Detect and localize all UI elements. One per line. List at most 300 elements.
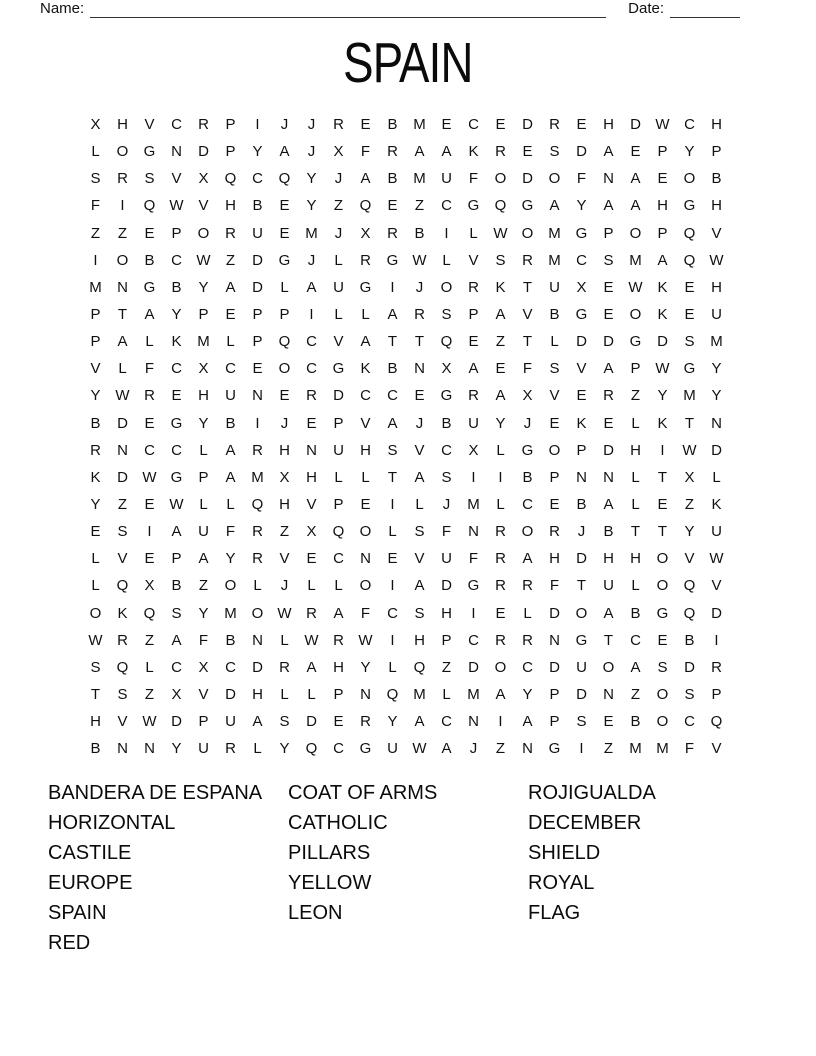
grid-letter: B (441, 414, 452, 432)
grid-letter: F (90, 197, 101, 215)
grid-letter: B (225, 414, 236, 432)
grid-letter: S (90, 658, 101, 676)
grid-letter: E (657, 170, 668, 188)
grid-letter: L (334, 468, 343, 486)
grid-letter: O (116, 143, 129, 161)
date-label: Date: (628, 0, 664, 17)
grid-letter: H (657, 197, 668, 215)
grid-letter: O (548, 441, 561, 459)
grid-letter: L (226, 333, 235, 351)
grid-letter: S (549, 360, 560, 378)
grid-letter: A (630, 170, 641, 188)
grid-letter: I (390, 631, 395, 649)
grid-row (82, 464, 730, 491)
grid-letter: M (683, 387, 696, 405)
grid-letter: Z (198, 577, 209, 595)
grid-letter: R (333, 631, 344, 649)
grid-letter: L (253, 577, 262, 595)
grid-letter: E (657, 631, 668, 649)
grid-letter: X (468, 441, 479, 459)
grid-letter: X (576, 278, 587, 296)
grid-letter: J (307, 116, 316, 133)
grid-letter: S (576, 713, 587, 731)
grid-letter: R (495, 523, 506, 541)
grid-letter: E (252, 360, 263, 378)
grid-letter: B (549, 305, 560, 323)
grid-letter: P (90, 333, 101, 351)
grid-letter: E (144, 495, 155, 513)
grid-letter: M (197, 333, 210, 351)
grid-letter: I (579, 740, 584, 758)
grid-letter: O (494, 170, 507, 188)
grid-letter: Y (171, 305, 182, 323)
grid-letter: T (657, 468, 668, 486)
grid-letter: L (631, 468, 640, 486)
grid-letter: A (603, 143, 614, 161)
grid-letter: X (333, 143, 344, 161)
grid-letter: B (684, 631, 695, 649)
grid-row (82, 220, 730, 247)
grid-letter: L (226, 495, 235, 513)
word-list-column (48, 779, 288, 958)
grid-letter: H (549, 550, 560, 568)
word-list-item: SPAIN (48, 901, 107, 924)
grid-letter: L (442, 251, 451, 269)
grid-letter: V (576, 360, 587, 378)
grid-letter: A (225, 441, 236, 459)
grid-letter: Q (305, 740, 318, 758)
grid-letter: Y (252, 143, 263, 161)
grid-letter: E (495, 116, 506, 133)
grid-letter: W (709, 251, 724, 269)
grid-letter: N (468, 523, 479, 541)
grid-letter: F (360, 143, 371, 161)
grid-letter: G (521, 197, 534, 215)
grid-letter: V (333, 333, 344, 351)
grid-row (82, 410, 730, 437)
grid-letter: Y (306, 197, 317, 215)
grid-letter: L (145, 333, 154, 351)
grid-letter: W (142, 468, 157, 486)
grid-letter: X (522, 387, 533, 405)
grid-letter: H (279, 441, 290, 459)
grid-letter: X (684, 468, 695, 486)
grid-letter: X (90, 116, 101, 133)
grid-letter: H (630, 550, 641, 568)
grid-letter: D (576, 685, 587, 703)
word-list-column (528, 779, 768, 958)
word-list-item: PILLARS (288, 841, 371, 864)
grid-letter: D (198, 143, 209, 161)
grid-letter: D (711, 441, 722, 459)
grid-letter: O (89, 604, 102, 622)
grid-letter: C (360, 387, 371, 405)
grid-letter: Q (116, 577, 129, 595)
grid-letter: S (549, 143, 560, 161)
grid-letter: P (252, 305, 263, 323)
grid-letter: I (390, 495, 395, 513)
grid-letter: Q (359, 197, 372, 215)
grid-letter: C (684, 116, 695, 133)
grid-letter: V (522, 305, 533, 323)
grid-letter: B (387, 170, 398, 188)
grid-letter: U (576, 658, 587, 676)
grid-letter: A (171, 523, 182, 541)
grid-letter: L (631, 577, 640, 595)
grid-letter: Y (171, 740, 182, 758)
grid-letter: Z (495, 333, 506, 351)
grid-letter: H (117, 116, 128, 133)
grid-letter: R (549, 116, 560, 133)
grid-letter: F (468, 550, 479, 568)
grid-letter: D (333, 387, 344, 405)
grid-letter: N (144, 740, 155, 758)
grid-letter: A (306, 658, 317, 676)
grid-letter: R (495, 143, 506, 161)
grid-letter: J (307, 143, 316, 161)
grid-letter: P (171, 224, 182, 242)
grid-letter: Y (495, 414, 506, 432)
grid-letter: T (387, 333, 398, 351)
grid-letter: A (414, 143, 425, 161)
grid-letter: F (225, 523, 236, 541)
grid-letter: R (306, 604, 317, 622)
grid-letter: A (657, 251, 668, 269)
grid-letter: G (332, 360, 345, 378)
grid-letter: L (388, 658, 397, 676)
grid-letter: W (88, 631, 103, 649)
grid-letter: Q (683, 224, 696, 242)
grid-letter: Z (90, 224, 101, 242)
grid-letter: R (360, 713, 371, 731)
grid-letter: M (251, 468, 264, 486)
grid-letter: E (468, 333, 479, 351)
grid-letter: E (603, 305, 614, 323)
grid-letter: P (198, 713, 209, 731)
word-list-item: EUROPE (48, 871, 133, 894)
grid-letter: B (630, 713, 641, 731)
grid-letter: H (711, 278, 722, 296)
grid-letter: K (657, 414, 668, 432)
grid-letter: B (603, 523, 614, 541)
grid-letter: L (712, 468, 721, 486)
grid-letter: P (225, 116, 236, 133)
grid-letter: H (360, 441, 371, 459)
grid-letter: D (252, 658, 263, 676)
grid-letter: S (279, 713, 290, 731)
grid-letter: U (441, 170, 452, 188)
grid-letter: G (575, 631, 588, 649)
grid-letter: R (117, 170, 128, 188)
grid-letter: P (657, 143, 668, 161)
grid-letter: B (387, 116, 398, 133)
grid-letter: K (495, 278, 506, 296)
grid-letter: R (252, 441, 263, 459)
grid-letter: A (441, 740, 452, 758)
grid-letter: E (144, 224, 155, 242)
grid-letter: A (360, 333, 371, 351)
grid-letter: P (171, 550, 182, 568)
grid-letter: H (198, 387, 209, 405)
grid-letter: I (498, 713, 503, 731)
grid-letter: D (684, 658, 695, 676)
grid-letter: K (711, 495, 722, 513)
grid-letter: A (603, 495, 614, 513)
grid-letter: J (415, 278, 424, 296)
grid-letter: N (117, 441, 128, 459)
grid-letter: A (630, 197, 641, 215)
grid-letter: W (655, 116, 670, 133)
grid-letter: O (656, 577, 669, 595)
grid-letter: L (199, 441, 208, 459)
grid-letter: S (144, 170, 155, 188)
grid-letter: X (198, 360, 209, 378)
grid-letter: Z (684, 495, 695, 513)
grid-letter: R (522, 251, 533, 269)
grid-letter: P (333, 685, 344, 703)
grid-letter: R (522, 631, 533, 649)
grid-letter: L (550, 333, 559, 351)
grid-letter: E (171, 387, 182, 405)
grid-letter: V (306, 495, 317, 513)
grid-letter: D (549, 658, 560, 676)
grid-letter: V (468, 251, 479, 269)
grid-letter: A (252, 713, 263, 731)
grid-letter: Q (710, 713, 723, 731)
grid-letter: A (603, 360, 614, 378)
grid-letter: E (306, 550, 317, 568)
grid-letter: F (576, 170, 587, 188)
grid-letter: V (90, 360, 101, 378)
grid-letter: S (441, 305, 452, 323)
grid-row (82, 491, 730, 518)
grid-letter: Z (144, 631, 155, 649)
grid-letter: G (440, 387, 453, 405)
grid-letter: R (468, 278, 479, 296)
grid-letter: W (304, 631, 319, 649)
page-title (0, 30, 816, 96)
grid-letter: H (630, 441, 641, 459)
grid-letter: P (333, 414, 344, 432)
grid-letter: H (252, 685, 263, 703)
grid-letter: V (198, 197, 209, 215)
grid-letter: E (360, 495, 371, 513)
grid-letter: V (549, 387, 560, 405)
grid-letter: S (684, 685, 695, 703)
grid-letter: A (495, 685, 506, 703)
grid-letter: O (656, 685, 669, 703)
grid-letter: E (684, 278, 695, 296)
grid-letter: O (683, 170, 696, 188)
grid-letter: O (521, 523, 534, 541)
grid-letter: H (414, 631, 425, 649)
grid-letter: D (252, 251, 263, 269)
grid-letter: E (387, 197, 398, 215)
grid-letter: V (144, 116, 155, 133)
name-blank-line (90, 1, 606, 18)
grid-letter: Q (278, 333, 291, 351)
grid-letter: N (603, 170, 614, 188)
grid-letter: I (498, 468, 503, 486)
grid-letter: B (630, 604, 641, 622)
grid-letter: R (306, 387, 317, 405)
grid-row (82, 708, 730, 735)
grid-letter: E (360, 116, 371, 133)
grid-letter: V (117, 550, 128, 568)
grid-letter: B (171, 278, 182, 296)
grid-letter: W (115, 387, 130, 405)
grid-letter: O (251, 604, 264, 622)
grid-letter: C (171, 360, 182, 378)
grid-letter: A (117, 333, 128, 351)
grid-letter: N (603, 468, 614, 486)
grid-letter: R (225, 224, 236, 242)
grid-row (82, 600, 730, 627)
grid-letter: A (387, 305, 398, 323)
grid-letter: Y (684, 143, 695, 161)
grid-letter: Y (522, 685, 533, 703)
grid-letter: F (144, 360, 155, 378)
grid-letter: Q (143, 197, 156, 215)
grid-letter: M (413, 685, 426, 703)
grid-letter: H (603, 550, 614, 568)
grid-letter: Z (441, 658, 452, 676)
grid-letter: E (441, 116, 452, 133)
grid-letter: W (196, 251, 211, 269)
grid-letter: S (684, 333, 695, 351)
grid-letter: R (495, 550, 506, 568)
grid-letter: F (684, 740, 695, 758)
grid-letter: U (549, 278, 560, 296)
grid-letter: B (576, 495, 587, 513)
grid-letter: Y (711, 387, 722, 405)
grid-letter: L (307, 685, 316, 703)
grid-letter: S (414, 523, 425, 541)
grid-letter: D (522, 116, 533, 133)
grid-letter: S (414, 604, 425, 622)
grid-letter: P (711, 685, 722, 703)
grid-letter: O (359, 577, 372, 595)
grid-letter: C (630, 631, 641, 649)
grid-letter: C (144, 441, 155, 459)
grid-letter: B (522, 468, 533, 486)
grid-row (82, 382, 730, 409)
grid-letter: I (309, 305, 314, 323)
grid-letter: I (444, 224, 449, 242)
grid-letter: C (441, 441, 452, 459)
grid-letter: P (441, 631, 452, 649)
grid-letter: O (602, 658, 615, 676)
grid-letter: W (493, 224, 508, 242)
grid-letter: N (576, 468, 587, 486)
grid-letter: G (575, 224, 588, 242)
word-list (48, 779, 768, 958)
grid-letter: L (307, 577, 316, 595)
grid-letter: Q (413, 658, 426, 676)
grid-letter: Z (495, 740, 506, 758)
grid-letter: P (711, 143, 722, 161)
grid-letter: A (306, 278, 317, 296)
grid-letter: G (575, 305, 588, 323)
grid-letter: C (225, 658, 236, 676)
grid-letter: N (360, 550, 371, 568)
grid-letter: L (280, 278, 289, 296)
grid-row (82, 247, 730, 274)
grid-letter: L (145, 658, 154, 676)
grid-letter: O (224, 577, 237, 595)
grid-letter: U (225, 387, 236, 405)
grid-letter: L (280, 685, 289, 703)
grid-letter: H (225, 197, 236, 215)
grid-letter: D (576, 143, 587, 161)
grid-letter: R (90, 441, 101, 459)
grid-letter: Y (198, 278, 209, 296)
grid-letter: P (549, 713, 560, 731)
grid-letter: Y (225, 550, 236, 568)
grid-letter: D (171, 713, 182, 731)
grid-letter: I (255, 414, 260, 432)
grid-letter: M (548, 251, 561, 269)
grid-letter: X (441, 360, 452, 378)
grid-letter: E (279, 387, 290, 405)
grid-letter: C (387, 604, 398, 622)
grid-letter: L (631, 414, 640, 432)
grid-letter: M (629, 740, 642, 758)
grid-letter: C (225, 360, 236, 378)
grid-letter: H (711, 197, 722, 215)
grid-row (82, 192, 730, 219)
grid-letter: R (279, 658, 290, 676)
grid-letter: D (603, 333, 614, 351)
grid-letter: A (603, 604, 614, 622)
page-title-text: SPAIN (343, 31, 473, 95)
grid-letter: U (387, 740, 398, 758)
grid-letter: A (333, 604, 344, 622)
grid-row (82, 437, 730, 464)
grid-letter: T (630, 523, 641, 541)
grid-letter: G (467, 197, 480, 215)
grid-letter: A (522, 550, 533, 568)
grid-letter: Q (224, 170, 237, 188)
grid-letter: P (225, 143, 236, 161)
grid-letter: L (334, 577, 343, 595)
grid-letter: Z (630, 387, 641, 405)
grid-letter: Y (387, 713, 398, 731)
grid-letter: Q (278, 170, 291, 188)
grid-letter: S (387, 441, 398, 459)
grid-letter: Z (225, 251, 236, 269)
grid-letter: W (169, 495, 184, 513)
word-list-item: BANDERA DE ESPANA (48, 782, 263, 804)
grid-letter: B (414, 224, 425, 242)
grid-letter: O (278, 360, 291, 378)
grid-letter: P (576, 441, 587, 459)
grid-letter: M (89, 278, 102, 296)
grid-letter: A (225, 278, 236, 296)
grid-letter: A (387, 414, 398, 432)
grid-letter: A (414, 577, 425, 595)
grid-letter: A (414, 468, 425, 486)
grid-letter: Q (440, 333, 453, 351)
grid-letter: Y (90, 495, 101, 513)
grid-letter: E (657, 495, 668, 513)
grid-letter: C (522, 495, 533, 513)
grid-row (82, 328, 730, 355)
grid-letter: Z (117, 224, 128, 242)
grid-letter: N (252, 387, 263, 405)
grid-letter: C (468, 631, 479, 649)
grid-letter: A (360, 170, 371, 188)
